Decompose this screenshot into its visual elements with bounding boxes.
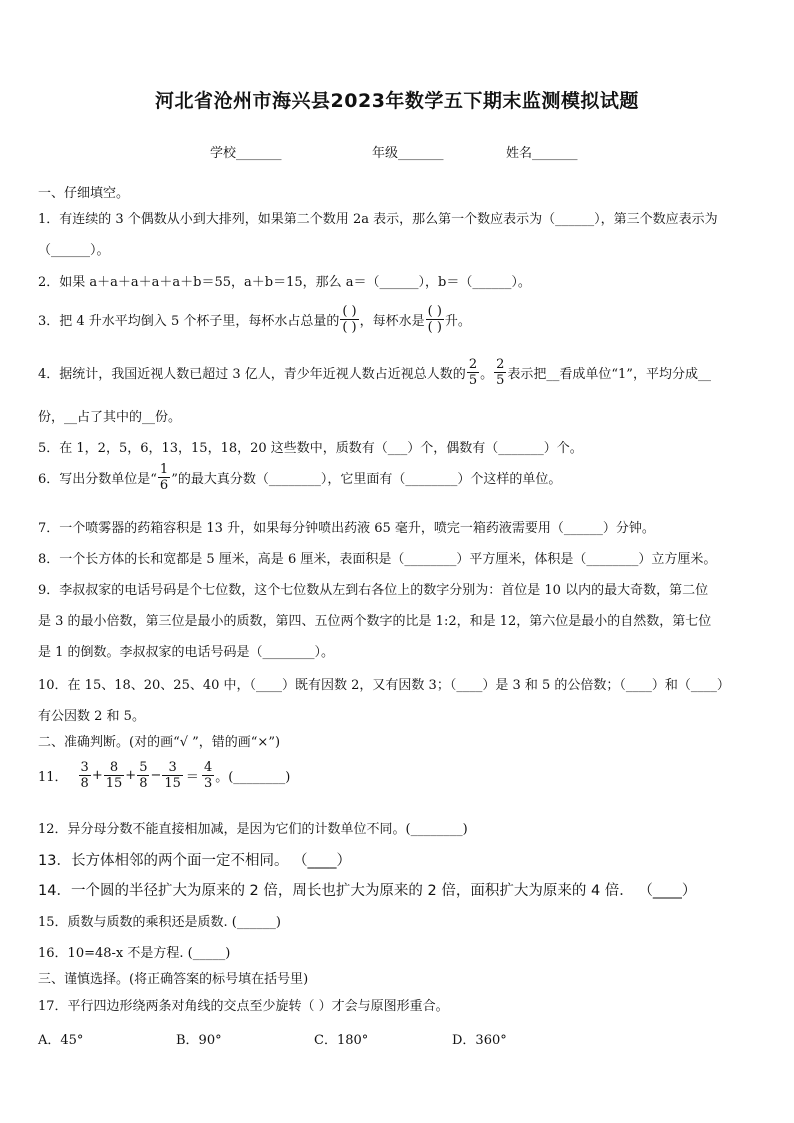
name-blank[interactable]: _______ xyxy=(532,146,578,161)
question-15: 15．质数与质数的乘积还是质数. (______) xyxy=(38,915,281,930)
fraction-numerator: 2 xyxy=(468,357,478,372)
question-4-line-1 xyxy=(38,357,711,388)
fraction-denominator: 15 xyxy=(105,776,123,791)
equals-sign: ＝ xyxy=(185,770,199,785)
question-2: 2．如果 a＋a＋a＋a＋a＋b＝55，a＋b＝15，那么 a＝（______），b＝（______）。 xyxy=(38,275,531,290)
fraction-numerator: 4 xyxy=(203,760,213,775)
minus-sign: − xyxy=(150,768,162,783)
choice-b[interactable]: B．90° xyxy=(176,1033,222,1048)
choice-d[interactable]: D．360° xyxy=(452,1033,507,1048)
fraction-numerator: 3 xyxy=(80,760,89,775)
question-16: 16．10=48-x 不是方程. (_____) xyxy=(38,946,231,961)
school-blank[interactable]: _______ xyxy=(236,146,282,161)
fraction-numerator: 1 xyxy=(159,462,169,477)
question-4-text-c: 表示把__看成单位“1”，平均分成__ xyxy=(507,367,711,382)
question-6 xyxy=(38,462,561,493)
question-3-text-b: ，每杯水是 xyxy=(359,314,425,329)
question-10-line-1: 10．在 15、18、20、25、40 中，（____）既有因数 2，又有因数 3；（____）是 3 和 5 的公倍数；（____）和（____） xyxy=(38,678,730,693)
fraction-3-15 xyxy=(162,760,183,791)
plus-sign: + xyxy=(91,768,103,783)
question-13: 13．长方体相邻的两个面一定不相同。 （____） xyxy=(38,853,352,869)
question-12: 12．异分母分数不能直接相加减，是因为它们的计数单位不同。(________) xyxy=(38,822,468,837)
grade-blank[interactable]: _______ xyxy=(398,146,444,161)
fraction-numerator: 3 xyxy=(168,760,177,775)
question-1-line-1: 1．有连续的 3 个偶数从小到大排列，如果第二个数用 2a 表示，那么第一个数应表示为（______），第三个数应表示为 xyxy=(38,212,718,227)
question-10-line-2: 有公因数 2 和 5。 xyxy=(38,709,145,724)
fraction-3-8 xyxy=(79,760,91,791)
fraction-blank-1[interactable] xyxy=(340,304,358,335)
question-5: 5．在 1，2，5，6，13，15，18，20 这些数中，质数有（___）个，偶数有（_______）个。 xyxy=(38,441,583,456)
fraction-two-fifths xyxy=(494,357,506,388)
fraction-blank-2-denominator: ( ) xyxy=(427,320,442,335)
question-11-label: 11． xyxy=(38,770,68,785)
grade-label: 年级 xyxy=(372,146,399,161)
grade-field xyxy=(372,142,444,161)
question-17: 17．平行四边形绕两条对角线的交点至少旋转（ ）才会与原图形重合。 xyxy=(38,999,449,1014)
fraction-denominator: 3 xyxy=(203,776,213,791)
fraction-numerator: 2 xyxy=(496,357,505,372)
fraction-numerator: 8 xyxy=(109,760,119,775)
section-1-heading: 一、仔细填空。 xyxy=(38,186,130,201)
school-field xyxy=(210,142,282,161)
question-6-text-a: 6．写出分数单位是“ xyxy=(38,472,157,487)
question-9-line-1: 9．李叔叔家的电话号码是个七位数，这个七位数从左到右各位上的数字分别为：首位是 10 以内的最大奇数，第二位 xyxy=(38,583,709,598)
fraction-numerator: 5 xyxy=(139,760,148,775)
choice-c[interactable]: C．180° xyxy=(314,1033,369,1048)
fraction-two-fifths xyxy=(467,357,479,388)
fraction-blank-2-numerator: ( ) xyxy=(427,304,442,319)
fraction-denominator: 6 xyxy=(159,478,169,493)
fraction-blank-1-denominator: ( ) xyxy=(342,320,357,335)
fraction-blank-1-numerator: ( ) xyxy=(342,304,357,319)
section-2-heading: 二、准确判断。(对的画“√ ”，错的画“×”) xyxy=(38,735,281,750)
question-4-line-2: 份，__占了其中的__份。 xyxy=(38,410,182,425)
section-3-heading: 三、谨慎选择。(将正确答案的标号填在括号里) xyxy=(38,972,309,987)
fraction-blank-2[interactable] xyxy=(426,304,444,335)
question-9-line-2: 是 3 的最小倍数，第三位是最小的质数，第四、五位两个数字的比是 1:2，和是 12，第六位是最小的自然数，第七位 xyxy=(38,614,712,629)
question-6-text-b: ”的最大真分数（________），它里面有（________）个这样的单位。 xyxy=(171,472,562,487)
question-14: 14．一个圆的半径扩大为原来的 2 倍，周长也扩大为原来的 2 倍，面积扩大为原来的 4 倍． （____） xyxy=(38,883,697,899)
fraction-denominator: 5 xyxy=(496,373,505,388)
fraction-one-sixth xyxy=(158,462,170,493)
fraction-denominator: 8 xyxy=(139,776,148,791)
fraction-denominator: 8 xyxy=(80,776,89,791)
question-9-line-3: 是 1 的倒数。李叔叔家的电话号码是（________）。 xyxy=(38,645,335,660)
school-label: 学校 xyxy=(210,146,237,161)
question-1-line-2: （______）。 xyxy=(38,243,110,258)
question-3 xyxy=(38,304,471,335)
choice-a[interactable]: A．45° xyxy=(38,1033,84,1048)
fraction-denominator: 15 xyxy=(164,776,181,791)
fraction-5-8 xyxy=(137,760,149,791)
name-field xyxy=(506,142,578,161)
page-title: 河北省沧州市海兴县2023年数学五下期末监测模拟试题 xyxy=(155,90,639,112)
question-11-answer-blank[interactable]: 。(________) xyxy=(215,770,291,785)
fraction-4-3 xyxy=(202,760,214,791)
question-3-text-a: 3．把 4 升水平均倒入 5 个杯子里，每杯水占总量的 xyxy=(38,314,340,329)
question-3-text-c: 升。 xyxy=(444,314,471,329)
question-4-text-a: 4．据统计，我国近视人数已超过 3 亿人，青少年近视人数占近视总人数的 xyxy=(38,367,466,382)
plus-sign: + xyxy=(125,768,137,783)
question-8: 8．一个长方体的长和宽都是 5 厘米，高是 6 厘米，表面积是（________）平方厘米，体积是（________）立方厘米。 xyxy=(38,552,717,567)
name-label: 姓名 xyxy=(506,146,533,161)
question-4-text-b: 。 xyxy=(480,367,494,382)
fraction-denominator: 5 xyxy=(468,373,478,388)
question-11 xyxy=(38,760,290,791)
question-7: 7．一个喷雾器的药箱容积是 13 升，如果每分钟喷出药液 65 毫升，喷完一箱药液需要用（______）分钟。 xyxy=(38,521,655,536)
fraction-8-15 xyxy=(104,760,125,791)
